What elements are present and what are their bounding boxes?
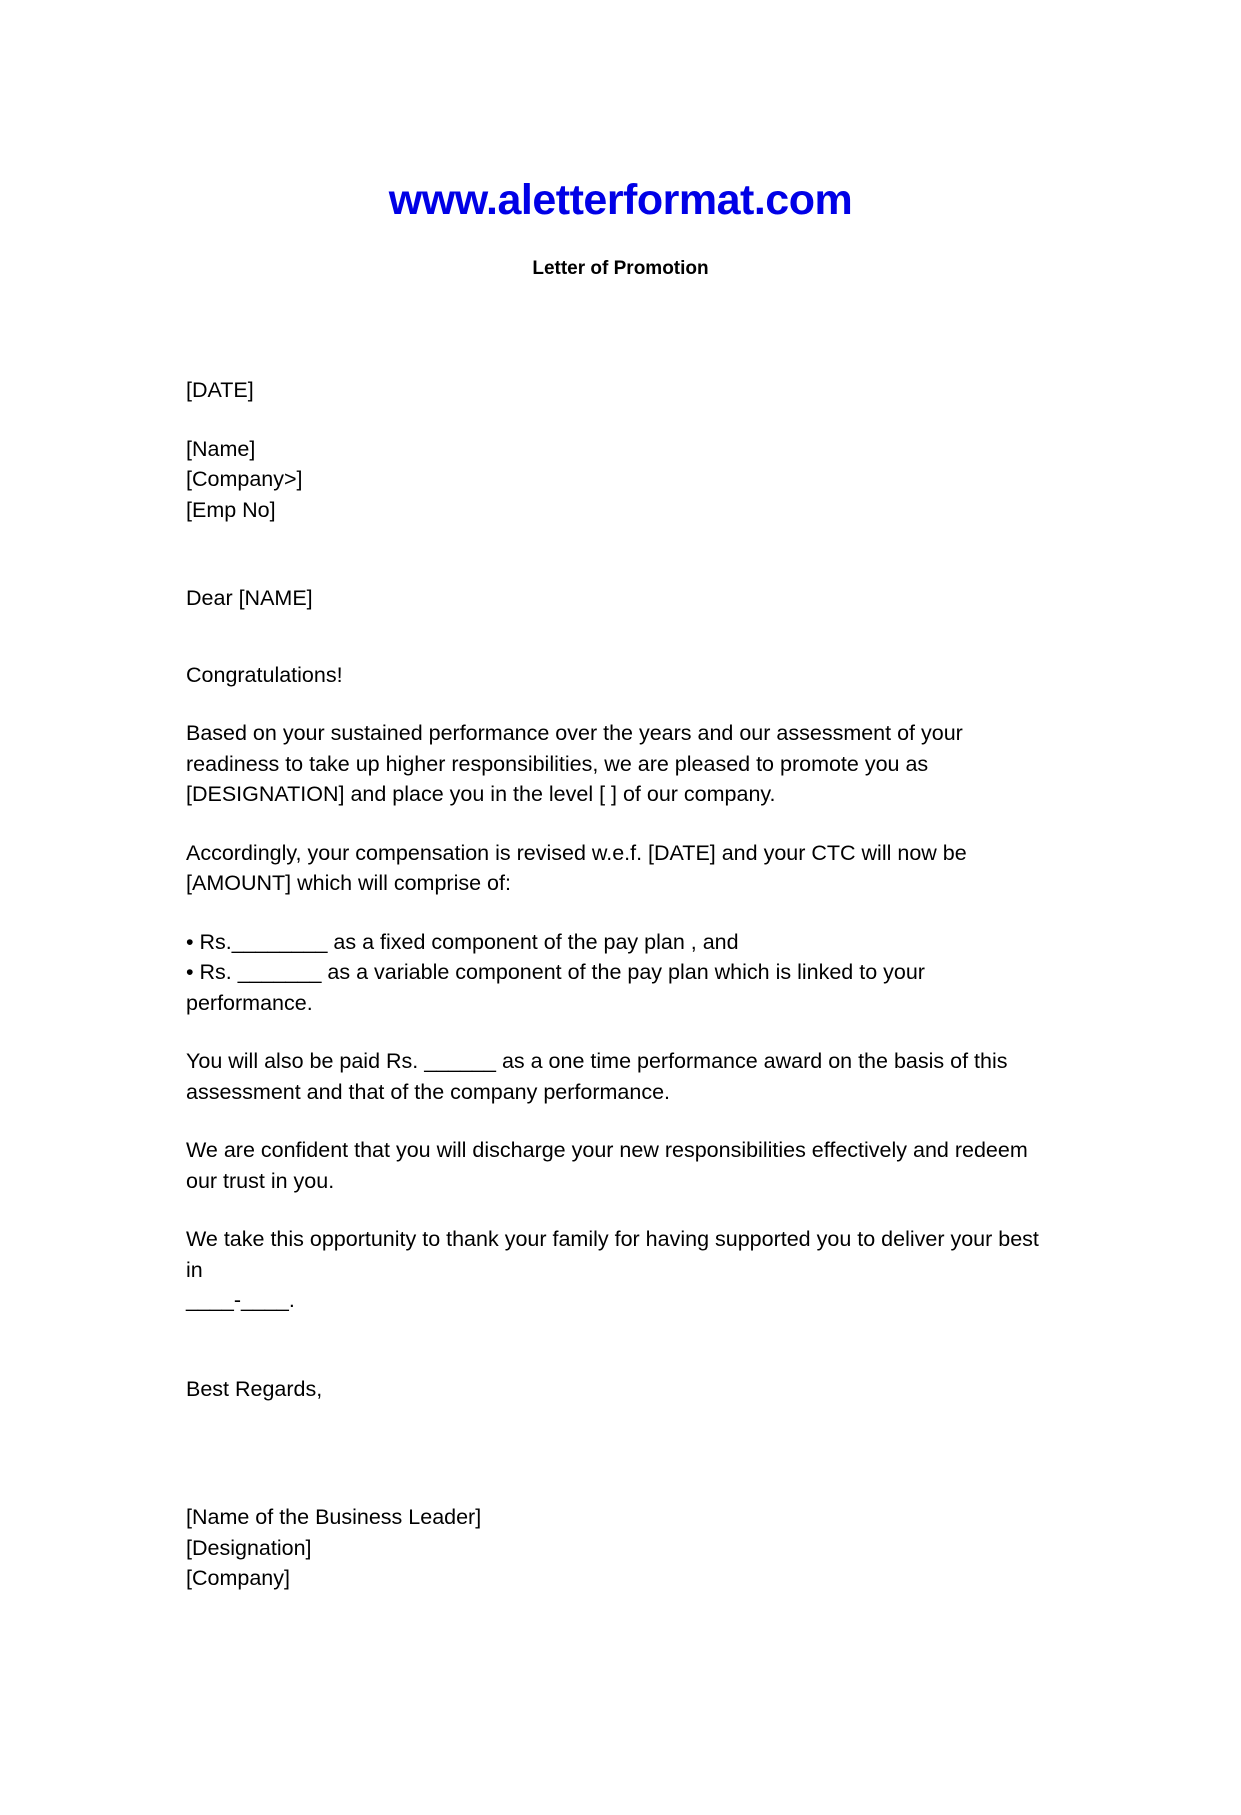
spacer-before-closing xyxy=(186,1344,1052,1374)
list-item: • Rs. _______ as a variable component of the pay plan which is linked to your performance. xyxy=(186,960,931,1015)
closing-block xyxy=(186,1374,1052,1405)
recipient-company: [Company>] xyxy=(186,467,303,492)
closing-salutation: Best Regards, xyxy=(186,1376,323,1401)
paragraph-compensation: Accordingly, your compensation is revised w.e.f. [DATE] and your CTC will now be [AMOUNT] which will comprise of: xyxy=(186,840,967,896)
signatory-company: [Company] xyxy=(186,1566,290,1591)
spacer-before-greeting xyxy=(186,642,1052,660)
date-block xyxy=(186,375,1052,406)
greeting: Congratulations! xyxy=(186,662,343,687)
date-placeholder: [DATE] xyxy=(186,378,254,402)
signature-block xyxy=(186,1502,1052,1594)
paragraph-confidence: We are confident that you will discharge your new responsibilities effectively and redeem our trust in you. xyxy=(186,1138,1028,1193)
signatory-name: [Name of the Business Leader] xyxy=(186,1505,482,1530)
pay-components-list xyxy=(186,927,1052,1019)
signatory-designation: [Designation] xyxy=(186,1535,312,1560)
site-title: www.aletterformat.com xyxy=(388,176,853,224)
paragraph-confidence-block xyxy=(186,1135,1052,1196)
paragraph-family-line-2: ____-____. xyxy=(186,1288,295,1313)
signature-space xyxy=(186,1432,1052,1502)
paragraph-promotion: Based on your sustained performance over the years and our assessment of your readiness to take up higher responsibilities, we are pleased to promote you as [DESIGNATION] and place you in the level [ ] of our company. xyxy=(186,721,963,807)
paragraph-promotion-block xyxy=(186,718,1052,810)
salutation-block xyxy=(186,583,1052,614)
paragraph-family-block xyxy=(186,1224,1052,1316)
recipient-name: [Name] xyxy=(186,436,256,461)
letter-body xyxy=(186,375,1052,1622)
greeting-block xyxy=(186,660,1052,691)
paragraph-award-block xyxy=(186,1046,1052,1107)
spacer-before-salutation xyxy=(186,553,1052,583)
document-subtitle: Letter of Promotion xyxy=(532,258,709,279)
list-item: • Rs.________ as a fixed component of the pay plan , and xyxy=(186,929,739,954)
paragraph-family-line-1: We take this opportunity to thank your family for having supported you to deliver your best in xyxy=(186,1227,1039,1282)
salutation: Dear [NAME] xyxy=(186,586,313,611)
paragraph-compensation-block xyxy=(186,838,1052,899)
paragraph-award: You will also be paid Rs. ______ as a one time performance award on the basis of this assessment and that of the company performance. xyxy=(186,1049,1008,1104)
recipient-block xyxy=(186,434,1052,526)
recipient-emp-no: [Emp No] xyxy=(186,497,276,522)
